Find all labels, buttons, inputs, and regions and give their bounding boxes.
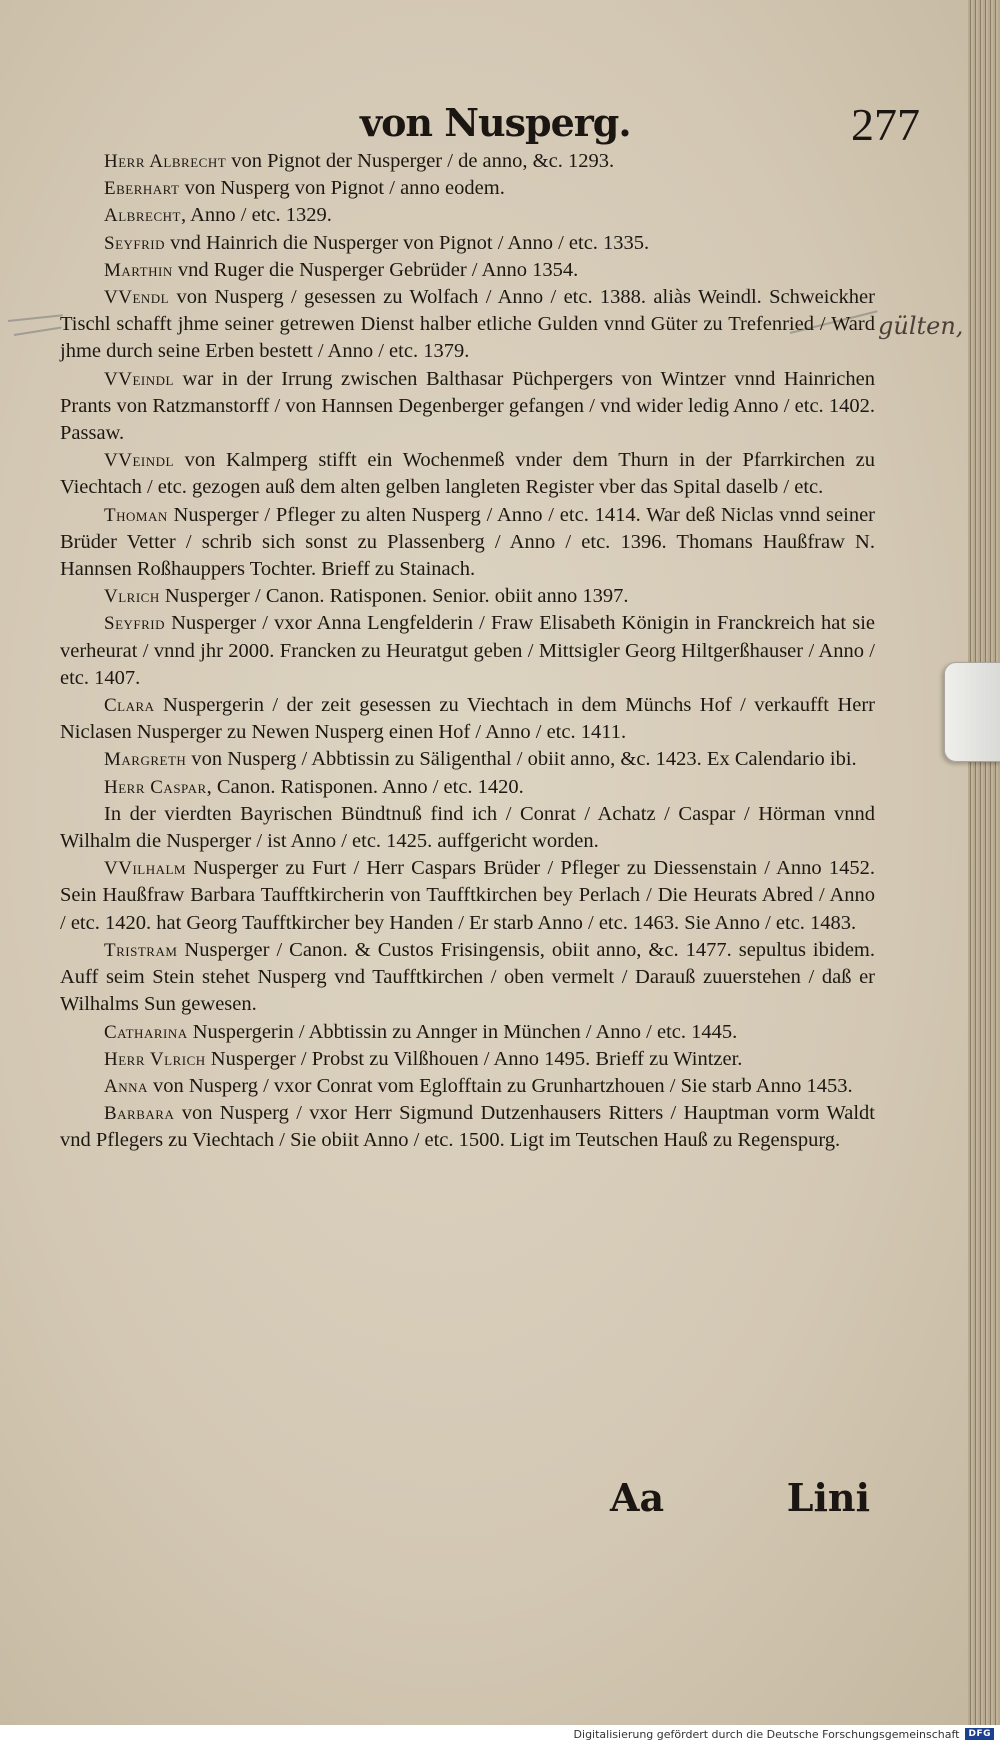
page-edges [968, 0, 1000, 1725]
entry-name: Seyfrid [104, 232, 166, 254]
entry [60, 366, 875, 448]
page-header [360, 100, 920, 150]
entry [60, 447, 875, 501]
entry [60, 746, 875, 773]
entry-text: Nuspergerin / Abbtissin zu Annger in München / Anno / etc. 1445. [187, 1020, 738, 1043]
page-number: 277 [851, 99, 920, 150]
entry-text: war in der Irrung zwischen Balthasar Püchpergers von Wintzer vnnd Hainrichen Prants von Ratzmanstorff / von Hannsen Degenberger gefangen / vnd wider ledig Anno / etc. 1402. Passaw. [60, 367, 875, 445]
entry-name: Herr Vlrich [104, 1048, 206, 1070]
genealogy-text [60, 148, 875, 1155]
entry-name: Thoman [104, 504, 168, 526]
entry [60, 692, 875, 746]
entry-text: von Pignot der Nusperger / de anno, &c. 1293. [226, 150, 615, 172]
digitization-footer [0, 1725, 1000, 1743]
entry-name: Eberhart [104, 178, 180, 200]
entry [60, 148, 875, 175]
entry-text: von Kalmperg stifft ein Wochenmeß vnder dem Thurn in der Pfarrkirchen zu Viechtach / etc. gezogen auß dem alten gelben langleten Register vber das Spital daselb / etc. [60, 449, 875, 499]
entry [60, 1046, 875, 1073]
entry-text: Nusperger / Probst zu Vilßhouen / Anno 1495. Brieff zu Wintzer. [205, 1047, 743, 1070]
entry-text: von Nusperg / gesessen zu Wolfach / Anno / etc. 1388. aliàs Weindl. Schweickher Tischl schafft jhme seiner getrewen Dienst halber etliche Gulden vnnd Güter zu Trefenried / Ward jhme durch seine Erben bestett / Anno / etc. 1379. [60, 286, 875, 363]
entry [60, 855, 875, 937]
entry-text: Nusperger zu Furt / Herr Caspars Brüder / Pfleger zu Diessenstain / Anno 1452. Sein Haußfraw Barbara Taufftkircherin von Taufftkirchen bey Perlach / Die Heurats Abred / Anno / etc. 1420. hat Georg Taufftkircher bey Handen / Er starb Anno / etc. 1463. Sie Anno / etc. 1483. [60, 857, 875, 934]
entry-name: Vlrich [104, 586, 160, 608]
footer-credit: Digitalisierung gefördert durch die Deutsche Forschungsgemeinschaft [573, 1727, 960, 1741]
entry-text: Nusperger / vxor Anna Lengfelderin / Fraw Elisabeth Königin in Franckreich hat sie verheurat / vnnd jhr 2000. Francken zu Heuratgut geben / Mittsigler Georg Hiltgerßhauser / Anno / etc. 1407. [60, 612, 875, 689]
entry-name: Seyfrid [104, 613, 166, 635]
dfg-logo-icon: DFG [965, 1728, 994, 1740]
entry-name: VVilhalm [104, 858, 186, 880]
entry-name: VVeindl [104, 450, 174, 472]
entry [60, 774, 875, 801]
entry-name: Marthin [104, 259, 173, 281]
catchword: Lini [786, 1475, 870, 1520]
gathering-signature: Aa [610, 1475, 665, 1520]
entry [60, 801, 875, 855]
entry-text: , Canon. Ratisponen. Anno / etc. 1420. [206, 775, 524, 798]
entry-text: In der vierdten Bayrischen Bündtnuß find ich / Conrat / Achatz / Caspar / Hörman vnnd Wilhalm die Nusperger / ist Anno / etc. 1425. auffgericht worden. [60, 802, 875, 853]
bookmark-tab [944, 662, 1000, 762]
running-head: von Nusperg. [360, 100, 631, 145]
entry-text: , Anno / etc. 1329. [180, 204, 332, 227]
entry [60, 583, 875, 610]
entry-name: Herr Caspar [104, 776, 207, 798]
entry [60, 257, 875, 284]
entry-name: Anna [104, 1075, 148, 1097]
entry [60, 284, 875, 366]
entry-name: Tristram [104, 939, 178, 961]
entry-name: Herr Albrecht [104, 151, 227, 172]
entry [60, 175, 875, 202]
catchword-line [610, 1475, 870, 1519]
entry [60, 1019, 875, 1046]
entry [60, 610, 875, 692]
entry-name: Margreth [104, 749, 187, 771]
entry-text: Nuspergerin / der zeit gesessen zu Viechtach in dem Münchs Hof / verkaufft Herr Niclasen Nusperger zu Newen Nusperg einen Hof / Anno / etc. 1411. [60, 694, 875, 744]
entry-name: Catharina [104, 1021, 188, 1043]
entry-name: Albrecht [104, 205, 181, 227]
entry-name: Clara [104, 695, 155, 717]
handwritten-margin-note: gülten, [878, 312, 964, 340]
entry-text: von Nusperg / vxor Herr Sigmund Dutzenhausers Ritters / Hauptman vorm Waldt vnd Pflegers zu Viechtach / Sie obiit Anno / etc. 1500. Ligt im Teutschen Hauß zu Regenspurg. [60, 1102, 875, 1152]
entry [60, 202, 875, 229]
entry [60, 1100, 875, 1154]
entry-text: Nusperger / Pfleger zu alten Nusperg / Anno / etc. 1414. War deß Niclas vnnd seiner Brüder Vetter / schrib sich sonst zu Plassenberg / Anno / etc. 1396. Thomans Haußfraw N. Hannsen Roßhauppers Tochter. Brieff zu Stainach. [60, 503, 875, 581]
entry-name: VVeindl [104, 368, 174, 390]
entry-text: vnd Ruger die Nusperger Gebrüder / Anno 1354. [172, 258, 579, 281]
entry-name: Barbara [104, 1103, 175, 1125]
entry [60, 1073, 875, 1100]
entry-text: Nusperger / Canon. Ratisponen. Senior. obiit anno 1397. [159, 585, 629, 608]
entry-text: Nusperger / Canon. & Custos Frisingensis, obiit anno, &c. 1477. sepultus ibidem. Auff seim Stein stehet Nusperg vnd Taufftkirchen / oben vermelt / Darauß zuuerstehen / daß er Wilhalms Sun gewesen. [60, 938, 875, 1016]
entry [60, 502, 875, 584]
entry-text: von Nusperg / Abbtissin zu Säligenthal / obiit anno, &c. 1423. Ex Calendario ibi. [186, 748, 857, 771]
entry-text: von Nusperg von Pignot / anno eodem. [179, 177, 505, 200]
entry [60, 230, 875, 257]
entry [60, 937, 875, 1019]
entry-text: von Nusperg / vxor Conrat vom Eglofftain zu Grunhartzhouen / Sie starb Anno 1453. [147, 1074, 853, 1097]
entry-name: VVendl [104, 287, 170, 309]
entry-text: vnd Hainrich die Nusperger von Pignot / Anno / etc. 1335. [165, 231, 650, 254]
